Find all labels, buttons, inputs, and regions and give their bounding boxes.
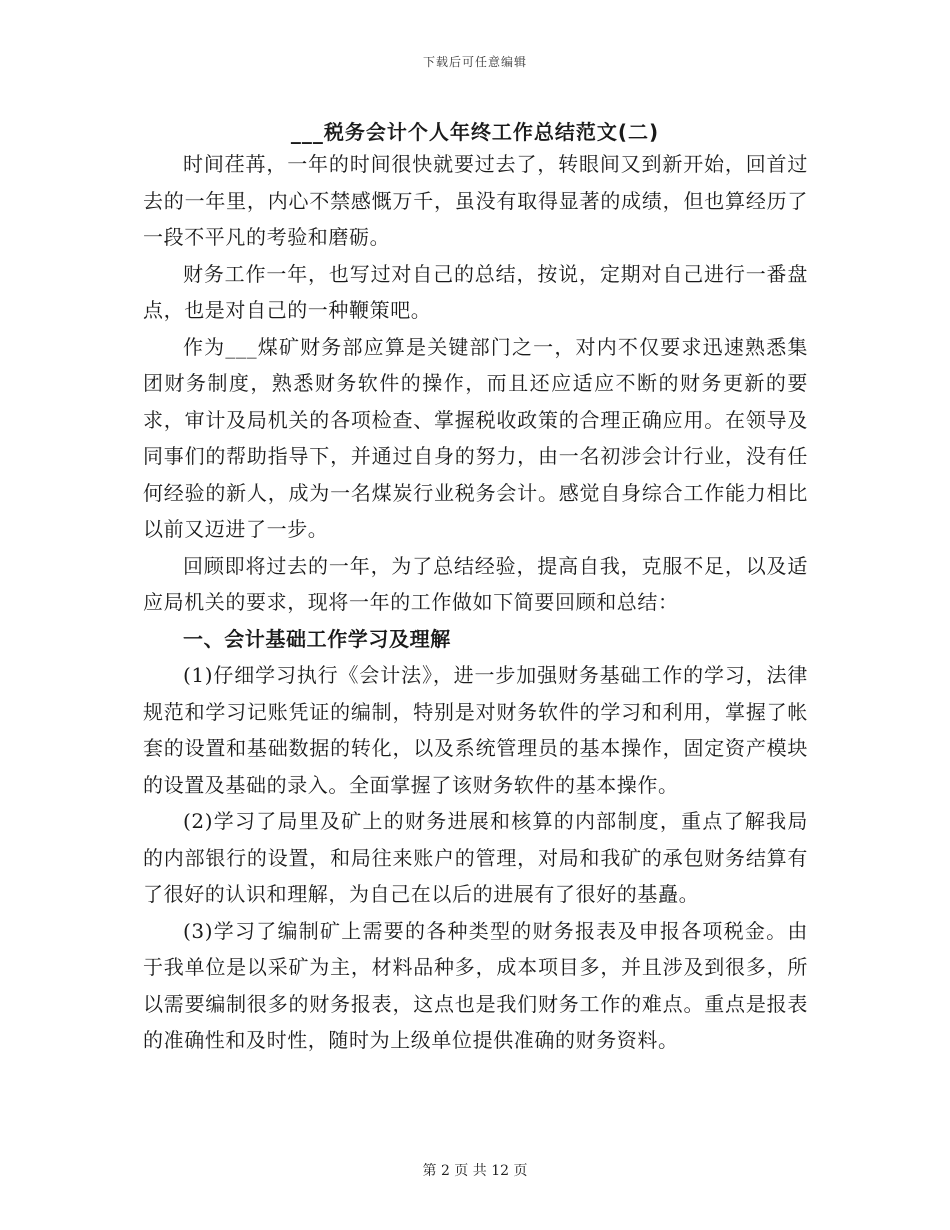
paragraph-item-2: (2)学习了局里及矿上的财务进展和核算的内部制度，重点了解我局的内部银行的设置，和局往来账户的管理，对局和我矿的承包财务结算有了很好的认识和理解，为自己在以后的进展有了很好的基矗。 xyxy=(143,809,808,906)
document-title: ___税务会计个人年终工作总结范文(二) xyxy=(290,120,660,144)
paragraph-item-1: (1)仔细学习执行《会计法》，进一步加强财务基础工作的学习，法律规范和学习记账凭证的编制，特别是对财务软件的学习和利用，掌握了帐套的设置和基础数据的转化，以及系统管理员的基本操作，固定资产模块的设置及基础的录入。全面掌握了该财务软件的基本操作。 xyxy=(143,663,808,797)
paragraph-self-review: 财务工作一年，也写过对自己的总结，按说，定期对自己进行一番盘点，也是对自己的一种鞭策吧。 xyxy=(143,261,808,322)
download-note: 下载后可任意编辑 xyxy=(422,55,527,69)
paragraph-summary-intro: 回顾即将过去的一年，为了总结经验，提高自我，克服不足，以及适应局机关的要求，现将一年的工作做如下简要回顾和总结： xyxy=(143,553,808,614)
paragraph-intro: 时间荏苒，一年的时间很快就要过去了，转眼间又到新开始，回首过去的一年里，内心不禁感慨万千，虽没有取得显著的成绩，但也算经历了一段不平凡的考验和磨砺。 xyxy=(143,152,808,249)
section-heading-accounting-basics: 一、会计基础工作学习及理解 xyxy=(183,626,451,651)
page-number: 第 2 页 共 12 页 xyxy=(422,1163,528,1179)
paragraph-role: 作为___煤矿财务部应算是关键部门之一，对内不仅要求迅速熟悉集团财务制度，熟悉财务软件的操作，而且还应适应不断的财务更新的要求，审计及局机关的各项检查、掌握税收政策的合理正确应用。在领导及同事们的帮助指导下，并通过自身的努力，由一名初涉会计行业，没有任何经验的新人，成为一名煤炭行业税务会计。感觉自身综合工作能力相比以前又迈进了一步。 xyxy=(143,334,808,541)
document-body xyxy=(143,146,808,1059)
paragraph-item-3: (3)学习了编制矿上需要的各种类型的财务报表及申报各项税金。由于我单位是以采矿为主，材料品种多，成本项目多，并且涉及到很多，所以需要编制很多的财务报表，这点也是我们财务工作的难点。重点是报表的准确性和及时性，随时为上级单位提供准确的财务资料。 xyxy=(143,918,808,1052)
